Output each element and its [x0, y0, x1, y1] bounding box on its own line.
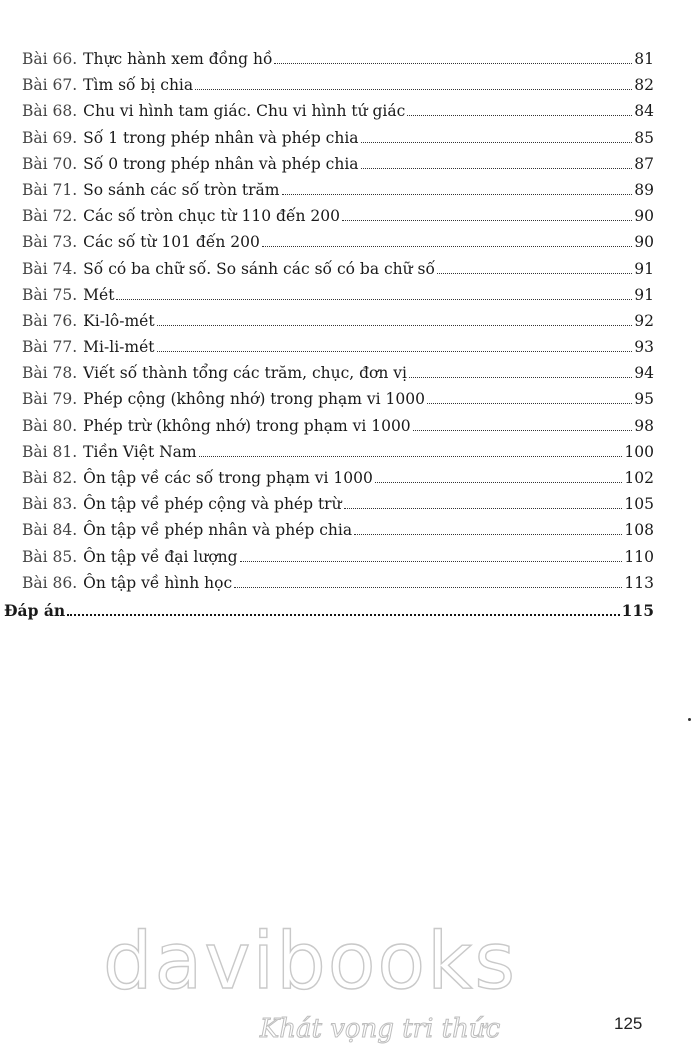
lesson-title: Mi-li-mét: [83, 338, 155, 357]
toc-row-74: [22, 256, 654, 282]
lesson-number: Bài 82.: [22, 469, 78, 487]
dot-leader: [375, 482, 623, 483]
lesson-number: Bài 83.: [22, 495, 78, 514]
lesson-title: Số có ba chữ số. So sánh các số có ba chữ số: [83, 259, 435, 278]
lesson-title: Chu vi hình tam giác. Chu vi hình tứ giác: [83, 102, 406, 121]
dot-leader: [234, 587, 622, 588]
dot-leader: [262, 246, 632, 247]
toc-row-77: [22, 334, 654, 360]
toc-row-66: [22, 46, 654, 72]
dot-leader: [157, 325, 633, 326]
lesson-number: Bài 75.: [22, 285, 78, 304]
page-ref: 105: [624, 495, 654, 514]
toc-row-68: [22, 98, 654, 124]
toc-row-85: [22, 544, 654, 570]
lesson-title: So sánh các số tròn trăm: [83, 180, 280, 199]
dot-leader: [407, 115, 632, 116]
dot-leader: [437, 273, 632, 274]
lesson-number: Bài 69.: [22, 128, 78, 147]
lesson-title: Tìm số bị chia: [83, 76, 194, 95]
lesson-number: Bài 78.: [22, 364, 78, 383]
lesson-title: Ôn tập về hình học: [83, 573, 233, 592]
dot-leader: [116, 299, 632, 300]
lesson-number: Bài 77.: [22, 338, 78, 357]
dot-leader: [157, 351, 633, 352]
toc-row-70: [22, 151, 654, 177]
dot-leader: [354, 534, 622, 535]
lesson-number: Bài 76.: [22, 311, 78, 330]
page-ref: 85: [634, 128, 654, 147]
lesson-number: Bài 79.: [22, 390, 78, 409]
dot-leader: [344, 508, 623, 509]
lesson-title: Ôn tập về đại lượng: [83, 547, 238, 566]
page-ref: 95: [634, 390, 654, 409]
lesson-number: Bài 72.: [22, 207, 78, 226]
page-ref: 108: [624, 521, 654, 540]
dot-leader: [361, 142, 633, 143]
lesson-title: Ôn tập về các số trong phạm vi 1000: [83, 469, 373, 487]
lesson-number: Bài 70.: [22, 154, 78, 173]
lesson-title: Số 1 trong phép nhân và phép chia: [83, 128, 359, 147]
lesson-title: Các số tròn chục từ 110 đến 200: [83, 207, 340, 226]
lesson-title: Số 0 trong phép nhân và phép chia: [83, 154, 359, 173]
toc-row-81: [22, 439, 654, 465]
lesson-title: Phép trừ (không nhớ) trong phạm vi 1000: [83, 416, 411, 435]
page-ref: 98: [634, 416, 654, 435]
toc-row-73: [22, 229, 654, 255]
toc-row-76: [22, 308, 654, 334]
lesson-title: Các số từ 101 đến 200: [83, 233, 260, 252]
dot-leader: [342, 220, 632, 221]
page-ref: 113: [624, 573, 654, 592]
lesson-title: Ôn tập về phép cộng và phép trừ: [83, 495, 342, 514]
toc-row-72: [22, 203, 654, 229]
page-ref: 100: [624, 442, 654, 461]
lesson-title: Ôn tập về phép nhân và phép chia: [83, 521, 353, 540]
lesson-number: Bài 81.: [22, 442, 78, 461]
lesson-title: Mét: [83, 285, 115, 304]
lesson-title: Phép cộng (không nhớ) trong phạm vi 1000: [83, 390, 425, 409]
page-ref: 82: [634, 76, 654, 95]
toc-row-83: [22, 491, 654, 517]
lesson-number: Bài 74.: [22, 259, 78, 278]
page-ref: 102: [624, 469, 654, 487]
page-ref: 90: [634, 233, 654, 252]
lesson-title: Ki-lô-mét: [83, 311, 155, 330]
dot-leader: [413, 430, 633, 431]
lesson-number: Bài 84.: [22, 521, 78, 540]
page-ref: 94: [634, 364, 654, 383]
lesson-title: Viết số thành tổng các trăm, chục, đơn vị: [83, 364, 408, 383]
dot-leader: [409, 377, 632, 378]
lesson-number: Bài 68.: [22, 102, 78, 121]
toc-row-84: [22, 517, 654, 543]
toc-row-71: [22, 177, 654, 203]
lesson-number: Bài 85.: [22, 547, 78, 566]
page-ref: 91: [634, 285, 654, 304]
dot-leader: [282, 194, 633, 195]
answers-title: Đáp án: [4, 600, 66, 620]
toc-row-69: [22, 125, 654, 151]
lesson-title: Tiền Việt Nam: [83, 442, 197, 461]
page-ref: 90: [634, 207, 654, 226]
page-ref: 81: [634, 50, 654, 68]
page-ref: 91: [634, 259, 654, 278]
page-ref: 110: [624, 547, 654, 566]
dot-leader: [195, 89, 632, 90]
toc-row-75: [22, 282, 654, 308]
lesson-number: Bài 73.: [22, 233, 78, 252]
dot-leader: [427, 403, 632, 404]
dot-leader: [67, 614, 620, 616]
page-ref: 84: [634, 102, 654, 121]
dot-leader: [361, 168, 633, 169]
toc-row-79: [22, 386, 654, 412]
lesson-number: Bài 66.: [22, 50, 78, 68]
answers-page-ref: 115: [621, 600, 654, 620]
toc-row-86: [22, 570, 654, 596]
page-ref: 92: [634, 311, 654, 330]
dot-leader: [199, 456, 623, 457]
stray-dot: [688, 718, 691, 721]
page-ref: 93: [634, 338, 654, 357]
lesson-title: Thực hành xem đồng hồ: [83, 50, 273, 68]
dot-leader: [274, 63, 632, 64]
dot-leader: [240, 561, 623, 562]
toc-row-answers: [4, 598, 654, 624]
page-ref: 89: [634, 180, 654, 199]
watermark-slogan: Khát vọng tri thức: [259, 1014, 501, 1044]
page-number: 125: [614, 1014, 643, 1033]
toc-row-82: [22, 465, 654, 491]
toc-row-80: [22, 413, 654, 439]
page-ref: 87: [634, 154, 654, 173]
lesson-number: Bài 86.: [22, 573, 78, 592]
table-of-contents: [4, 46, 654, 624]
toc-row-67: [22, 72, 654, 98]
lesson-number: Bài 80.: [22, 416, 78, 435]
lesson-number: Bài 67.: [22, 76, 78, 95]
toc-row-78: [22, 360, 654, 386]
watermark-brand: davibooks: [103, 917, 517, 1007]
lesson-number: Bài 71.: [22, 180, 78, 199]
